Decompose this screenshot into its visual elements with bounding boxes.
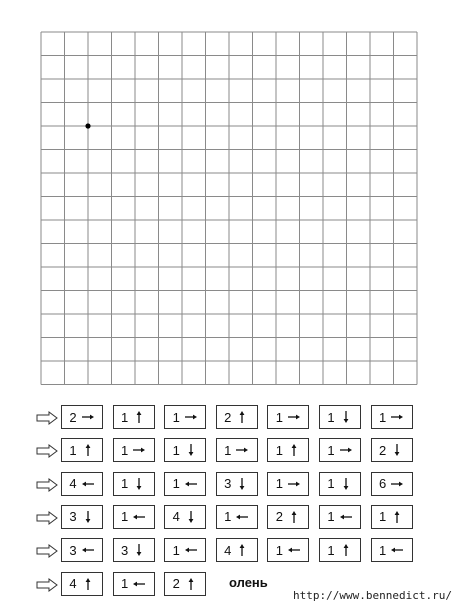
- arrow-up-icon: [132, 410, 146, 424]
- step-count: 4: [69, 576, 77, 591]
- arrow-down-icon: [184, 443, 198, 457]
- step-count: 1: [275, 476, 283, 492]
- row-pointer-arrow-icon: [36, 544, 58, 558]
- step-count: 2: [69, 409, 77, 425]
- step-count: 1: [224, 442, 232, 458]
- arrow-up-icon: [235, 410, 249, 424]
- step-count: 1: [69, 442, 77, 458]
- step-count: 4: [69, 476, 77, 492]
- arrow-right-icon: [287, 410, 301, 424]
- command-box: [319, 472, 361, 496]
- source-watermark: http://www.bennedict.ru/: [293, 589, 452, 602]
- arrow-down-icon: [184, 510, 198, 524]
- command-row: [36, 472, 426, 498]
- arrow-up-icon: [81, 443, 95, 457]
- arrow-left-icon: [81, 543, 95, 557]
- command-box: [267, 505, 309, 529]
- arrow-left-icon: [287, 543, 301, 557]
- arrow-right-icon: [287, 477, 301, 491]
- step-count: 3: [224, 476, 232, 492]
- arrow-left-icon: [390, 543, 404, 557]
- command-row: [36, 405, 426, 431]
- command-box: [216, 405, 258, 429]
- arrow-down-icon: [339, 477, 353, 491]
- command-box: [216, 538, 258, 562]
- step-count: 1: [378, 542, 387, 558]
- arrow-down-icon: [132, 477, 146, 491]
- step-count: 1: [327, 476, 335, 492]
- command-box: [61, 438, 103, 462]
- command-box: [61, 405, 103, 429]
- arrow-left-icon: [132, 577, 146, 591]
- step-count: 2: [378, 442, 387, 458]
- step-count: 1: [120, 476, 129, 492]
- step-count: 1: [172, 542, 180, 558]
- arrow-up-icon: [235, 543, 249, 557]
- command-box: [216, 438, 258, 462]
- row-pointer-arrow-icon: [36, 444, 58, 458]
- command-row: [36, 505, 426, 531]
- arrow-right-icon: [132, 443, 146, 457]
- step-count: 4: [172, 509, 180, 525]
- step-count: 1: [327, 442, 335, 458]
- arrow-down-icon: [339, 410, 353, 424]
- command-box: [113, 472, 155, 496]
- arrow-up-icon: [390, 510, 404, 524]
- arrow-right-icon: [81, 410, 95, 424]
- step-count: 1: [327, 542, 335, 558]
- command-box: [164, 505, 206, 529]
- step-count: 1: [275, 409, 283, 425]
- picture-caption: олень: [229, 575, 268, 590]
- arrow-down-icon: [81, 510, 95, 524]
- arrow-up-icon: [287, 443, 301, 457]
- arrow-up-icon: [287, 510, 301, 524]
- command-box: [371, 405, 413, 429]
- command-box: [267, 472, 309, 496]
- command-box: [61, 505, 103, 529]
- step-count: 1: [120, 576, 129, 591]
- arrow-left-icon: [184, 477, 198, 491]
- step-count: 1: [327, 409, 335, 425]
- step-count: 2: [275, 509, 283, 525]
- command-box: [267, 538, 309, 562]
- step-count: 1: [120, 509, 129, 525]
- command-row: [36, 538, 426, 564]
- row-pointer-arrow-icon: [36, 511, 58, 525]
- command-row: [36, 438, 426, 464]
- step-count: 1: [172, 442, 180, 458]
- command-box: [216, 505, 258, 529]
- step-count: 1: [275, 442, 283, 458]
- command-box: [319, 438, 361, 462]
- command-box: [164, 572, 206, 596]
- command-box: [113, 538, 155, 562]
- command-box: [164, 438, 206, 462]
- command-box: [164, 472, 206, 496]
- arrow-down-icon: [235, 477, 249, 491]
- command-box: [113, 505, 155, 529]
- step-count: 6: [378, 476, 387, 492]
- command-box: [371, 438, 413, 462]
- step-count: 1: [378, 409, 387, 425]
- command-box: [319, 405, 361, 429]
- arrow-left-icon: [339, 510, 353, 524]
- step-count: 2: [224, 409, 232, 425]
- command-box: [113, 572, 155, 596]
- step-count: 1: [275, 542, 283, 558]
- command-box: [319, 538, 361, 562]
- command-box: [267, 405, 309, 429]
- command-box: [61, 572, 103, 596]
- row-pointer-arrow-icon: [36, 578, 58, 592]
- arrow-up-icon: [184, 577, 198, 591]
- arrow-down-icon: [132, 543, 146, 557]
- step-count: 4: [224, 542, 232, 558]
- arrow-down-icon: [390, 443, 404, 457]
- step-count: 1: [172, 409, 180, 425]
- command-box: [61, 472, 103, 496]
- step-count: 1: [378, 509, 387, 525]
- command-box: [113, 438, 155, 462]
- arrow-right-icon: [390, 477, 404, 491]
- command-box: [371, 472, 413, 496]
- row-pointer-arrow-icon: [36, 478, 58, 492]
- start-dot: [85, 123, 90, 128]
- step-count: 1: [224, 509, 232, 525]
- step-count: 1: [172, 476, 180, 492]
- command-box: [61, 538, 103, 562]
- command-box: [371, 538, 413, 562]
- step-count: 1: [120, 442, 129, 458]
- arrow-up-icon: [81, 577, 95, 591]
- arrow-up-icon: [339, 543, 353, 557]
- step-count: 1: [327, 509, 335, 525]
- command-box: [267, 438, 309, 462]
- command-box: [113, 405, 155, 429]
- arrow-right-icon: [235, 443, 249, 457]
- step-count: 3: [69, 509, 77, 525]
- step-count: 3: [69, 542, 77, 558]
- arrow-right-icon: [390, 410, 404, 424]
- arrow-right-icon: [184, 410, 198, 424]
- arrow-left-icon: [184, 543, 198, 557]
- command-box: [216, 472, 258, 496]
- arrow-left-icon: [81, 477, 95, 491]
- step-count: 2: [172, 576, 180, 591]
- step-count: 3: [120, 542, 129, 558]
- step-count: 1: [120, 409, 129, 425]
- arrow-left-icon: [235, 510, 249, 524]
- command-box: [371, 505, 413, 529]
- command-box: [164, 405, 206, 429]
- command-box: [164, 538, 206, 562]
- arrow-right-icon: [339, 443, 353, 457]
- row-pointer-arrow-icon: [36, 411, 58, 425]
- command-box: [319, 505, 361, 529]
- arrow-left-icon: [132, 510, 146, 524]
